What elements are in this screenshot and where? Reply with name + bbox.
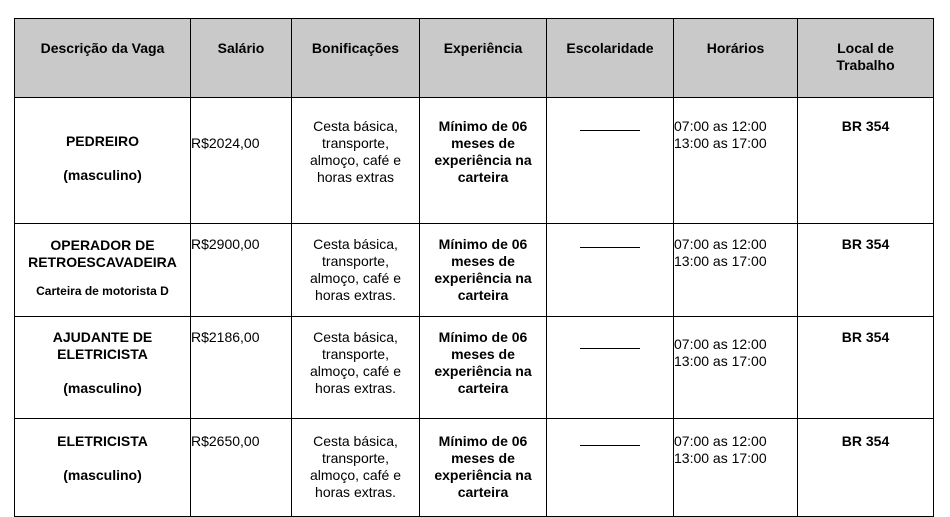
horario-line: 13:00 as 17:00 bbox=[674, 253, 767, 269]
vaga-note: (masculino) bbox=[63, 380, 142, 396]
header-local-line1: Local de bbox=[837, 40, 894, 56]
bonificacoes-cell bbox=[292, 98, 420, 224]
horarios-cell bbox=[674, 419, 798, 517]
exp-line: meses de bbox=[451, 253, 515, 269]
horario-line: 07:00 as 12:00 bbox=[674, 118, 767, 134]
vaga-cell bbox=[15, 419, 191, 517]
escolaridade-cell bbox=[547, 224, 674, 317]
bonificacoes-cell bbox=[292, 419, 420, 517]
vaga-cell bbox=[15, 98, 191, 224]
exp-line: Mínimo de 06 bbox=[438, 118, 528, 134]
salario-cell: R$2024,00 bbox=[191, 98, 292, 224]
exp-line: experiência na bbox=[434, 363, 532, 379]
table-row bbox=[15, 98, 934, 224]
header-descricao: Descrição da Vaga bbox=[15, 19, 191, 98]
vaga-title: AJUDANTE DE bbox=[52, 329, 153, 345]
bonif-line: almoço, café e bbox=[309, 152, 402, 168]
horario-line: 07:00 as 12:00 bbox=[674, 336, 767, 352]
exp-line: experiência na bbox=[434, 152, 532, 168]
bonif-line: almoço, café e bbox=[309, 467, 402, 483]
bonif-line: Cesta básica, bbox=[313, 236, 398, 252]
escolaridade-cell bbox=[547, 317, 674, 419]
bonif-line: almoço, café e bbox=[309, 363, 402, 379]
header-row bbox=[15, 19, 934, 98]
experiencia-cell bbox=[420, 419, 547, 517]
table-row bbox=[15, 317, 934, 419]
bonif-line: horas extras. bbox=[315, 287, 396, 303]
horario-line: 13:00 as 17:00 bbox=[674, 135, 767, 151]
vaga-note: Carteira de motorista D bbox=[36, 284, 169, 298]
exp-line: meses de bbox=[451, 450, 515, 466]
escolaridade-cell bbox=[547, 419, 674, 517]
vaga-title-line2: RETROESCAVADEIRA bbox=[28, 254, 177, 270]
table-row bbox=[15, 419, 934, 517]
horario-line: 13:00 as 17:00 bbox=[674, 353, 767, 369]
bonif-line: transporte, bbox=[322, 346, 389, 362]
exp-line: carteira bbox=[457, 484, 509, 500]
header-local bbox=[798, 19, 934, 98]
header-salario: Salário bbox=[191, 19, 292, 98]
header-horarios: Horários bbox=[674, 19, 798, 98]
bonif-line: transporte, bbox=[322, 135, 389, 151]
exp-line: Mínimo de 06 bbox=[438, 236, 528, 252]
bonif-line: transporte, bbox=[322, 253, 389, 269]
header-local-line2: Trabalho bbox=[836, 57, 895, 73]
exp-line: carteira bbox=[457, 380, 509, 396]
bonif-line: horas extras. bbox=[315, 380, 396, 396]
exp-line: Mínimo de 06 bbox=[438, 433, 528, 449]
salario-cell: R$2186,00 bbox=[191, 317, 292, 419]
empty-dash bbox=[580, 348, 640, 349]
vaga-title: ELETRICISTA bbox=[57, 433, 148, 449]
empty-dash bbox=[580, 445, 640, 446]
header-bonificacoes: Bonificações bbox=[292, 19, 420, 98]
empty-dash bbox=[580, 247, 640, 248]
vaga-note: (masculino) bbox=[63, 167, 142, 183]
exp-line: carteira bbox=[457, 287, 509, 303]
local-cell: BR 354 bbox=[798, 317, 934, 419]
local-cell: BR 354 bbox=[798, 419, 934, 517]
salario-cell: R$2650,00 bbox=[191, 419, 292, 517]
bonif-line: horas extras. bbox=[315, 484, 396, 500]
experiencia-cell bbox=[420, 98, 547, 224]
salario-cell: R$2900,00 bbox=[191, 224, 292, 317]
exp-line: meses de bbox=[451, 346, 515, 362]
vaga-cell bbox=[15, 224, 191, 317]
bonificacoes-cell bbox=[292, 317, 420, 419]
experiencia-cell bbox=[420, 224, 547, 317]
local-cell: BR 354 bbox=[798, 224, 934, 317]
horarios-cell bbox=[674, 224, 798, 317]
job-openings-table bbox=[14, 18, 934, 517]
bonif-line: Cesta básica, bbox=[313, 433, 398, 449]
exp-line: meses de bbox=[451, 135, 515, 151]
exp-line: carteira bbox=[457, 169, 509, 185]
vaga-title: PEDREIRO bbox=[65, 133, 140, 149]
bonif-line: almoço, café e bbox=[309, 270, 402, 286]
horarios-cell bbox=[674, 98, 798, 224]
horario-line: 07:00 as 12:00 bbox=[674, 433, 767, 449]
header-escolaridade: Escolaridade bbox=[547, 19, 674, 98]
vaga-note: (masculino) bbox=[63, 467, 142, 483]
horarios-cell bbox=[674, 317, 798, 419]
bonif-line: Cesta básica, bbox=[313, 118, 398, 134]
exp-line: Mínimo de 06 bbox=[438, 329, 528, 345]
local-cell: BR 354 bbox=[798, 98, 934, 224]
table-row bbox=[15, 224, 934, 317]
horario-line: 13:00 as 17:00 bbox=[674, 450, 767, 466]
vaga-title-line2: ELETRICISTA bbox=[57, 346, 148, 362]
bonif-line: horas extras bbox=[316, 169, 395, 185]
vaga-cell bbox=[15, 317, 191, 419]
bonif-line: Cesta básica, bbox=[313, 329, 398, 345]
header-experiencia: Experiência bbox=[420, 19, 547, 98]
horario-line: 07:00 as 12:00 bbox=[674, 236, 767, 252]
empty-dash bbox=[580, 130, 640, 131]
escolaridade-cell bbox=[547, 98, 674, 224]
bonificacoes-cell bbox=[292, 224, 420, 317]
exp-line: experiência na bbox=[434, 270, 532, 286]
bonif-line: transporte, bbox=[322, 450, 389, 466]
vaga-title: OPERADOR DE bbox=[50, 237, 155, 253]
experiencia-cell bbox=[420, 317, 547, 419]
exp-line: experiência na bbox=[434, 467, 532, 483]
